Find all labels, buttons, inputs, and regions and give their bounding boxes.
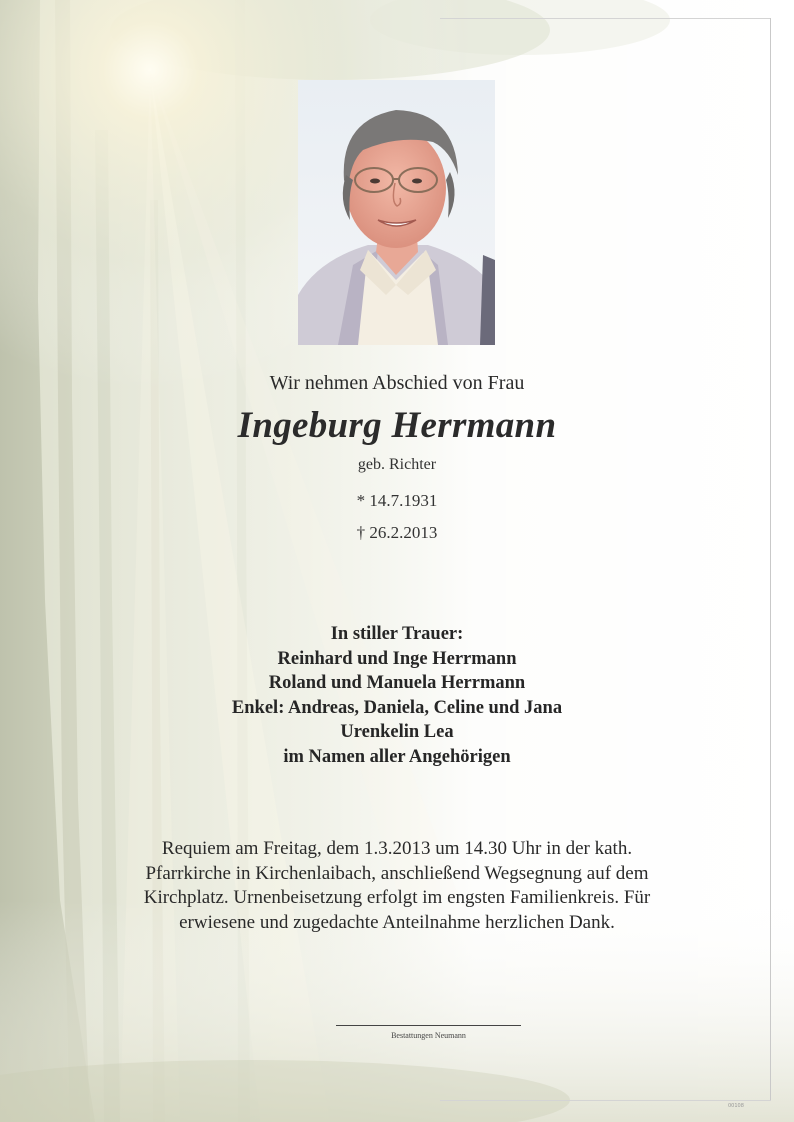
- born-name: geb. Richter: [357, 456, 437, 473]
- signature-line: [336, 1025, 521, 1026]
- intro-text: Wir nehmen Abschied von Frau: [269, 372, 525, 394]
- mourners-block: [100, 622, 694, 769]
- footer-mark: 00108: [728, 1103, 744, 1109]
- mourner-line: Reinhard und Inge Herrmann: [277, 648, 517, 669]
- service-line: Kirchplatz. Urnenbeisetzung erfolgt im engsten Familienkreis. Für: [143, 887, 651, 908]
- mourner-line: im Namen aller Angehörigen: [283, 746, 511, 767]
- service-info-block: [100, 837, 694, 935]
- portrait-photo: [298, 80, 495, 345]
- frame-bottom-line: [440, 1100, 771, 1101]
- service-line: Pfarrkirche in Kirchenlaibach, anschließend Wegsegnung auf dem: [145, 862, 649, 884]
- service-line: Requiem am Freitag, dem 1.3.2013 um 14.30 Uhr in der kath.: [161, 838, 633, 859]
- mourners-heading: In stiller Trauer:: [330, 624, 464, 644]
- mourner-line: Enkel: Andreas, Daniela, Celine und Jana: [231, 697, 563, 718]
- frame-top-line: [440, 18, 771, 19]
- death-date: † 26.2.2013: [356, 523, 438, 542]
- deceased-name: Ingeburg Herrmann: [237, 405, 557, 446]
- service-line: erwiesene und zugedachte Anteilnahme herzlichen Dank.: [179, 911, 615, 933]
- birth-date: * 14.7.1931: [356, 491, 438, 510]
- funeral-home-name: Bestattungen Neumann: [391, 1031, 466, 1040]
- portrait-image: [298, 80, 495, 345]
- mourner-line: Urenkelin Lea: [340, 722, 454, 742]
- frame-right-line: [770, 18, 771, 1100]
- mourner-line: Roland und Manuela Herrmann: [268, 673, 526, 693]
